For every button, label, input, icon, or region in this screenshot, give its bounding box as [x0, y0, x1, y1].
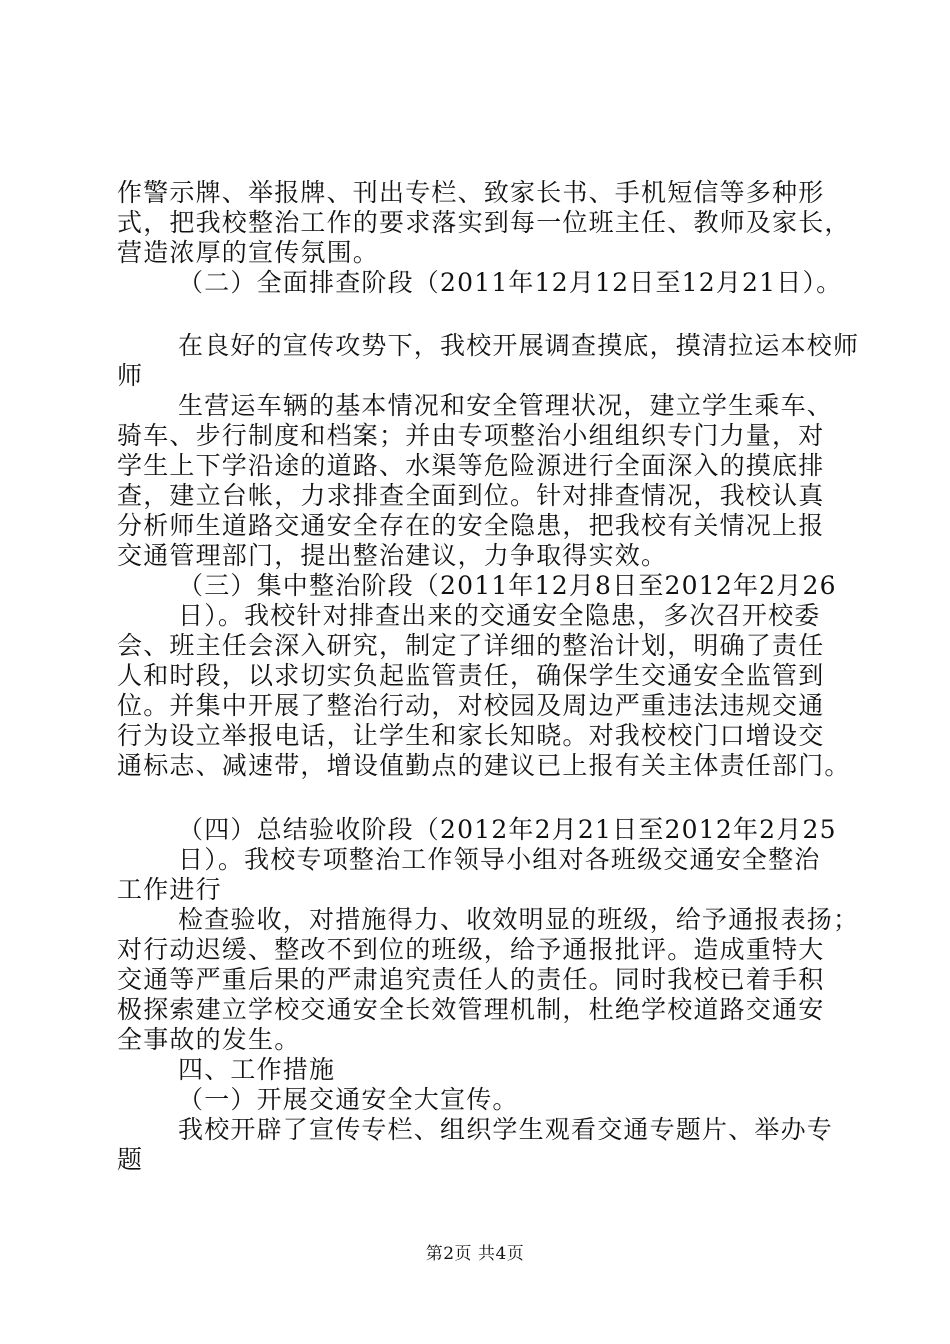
text-line: 骑车、步行制度和档案；并由专项整治小组组织专门力量，对: [117, 421, 825, 450]
section-heading: （一）开展交通安全大宣传。: [178, 1085, 519, 1114]
section-heading: 四、工作措施: [178, 1055, 336, 1084]
text-line: 作警示牌、举报牌、刊出专栏、致家长书、手机短信等多种形: [117, 178, 825, 207]
text-line: 分析师生道路交通安全存在的安全隐患，把我校有关情况上报: [117, 511, 825, 540]
text-line: 学生上下学沿途的道路、水渠等危险源进行全面深入的摸底排: [117, 451, 825, 480]
text-line: 行为设立举报电话，让学生和家长知晓。对我校校门口增设交: [117, 721, 825, 750]
text-line: 查，建立台帐，力求排查全面到位。针对排查情况，我校认真: [117, 481, 825, 510]
text-line: 式，把我校整治工作的要求落实到每一位班主任、教师及家长，: [117, 208, 851, 237]
text-line: 工作进行: [117, 875, 222, 904]
text-line: 交通管理部门，提出整治建议，力争取得实效。: [117, 541, 668, 570]
text-line: 检查验收，对措施得力、收效明显的班级，给予通报表扬；: [178, 905, 860, 934]
text-line: 会、班主任会深入研究，制定了详细的整治计划，明确了责任: [117, 631, 825, 660]
text-line: 在良好的宣传攻势下，我校开展调查摸底，摸清拉运本校师: [178, 331, 860, 360]
text-line: 极探索建立学校交通安全长效管理机制，杜绝学校道路交通安: [117, 995, 825, 1024]
text-line: 对行动迟缓、整改不到位的班级，给予通报批评。造成重特大: [117, 935, 825, 964]
text-line: 我校开辟了宣传专栏、组织学生观看交通专题片、举办专: [178, 1115, 834, 1144]
text-line: 全事故的发生。: [117, 1025, 301, 1054]
page-footer: 第2页 共4页: [425, 1244, 525, 1264]
section-heading: （二）全面排查阶段（2011年12月12日至12月21日）。: [178, 268, 843, 297]
text-line: 生营运车辆的基本情况和安全管理状况，建立学生乘车、: [178, 391, 834, 420]
section-heading: （四）总结验收阶段（2012年2月21日至2012年2月25: [178, 815, 837, 844]
text-line: 日）。我校专项整治工作领导小组对各班级交通安全整治: [178, 845, 821, 874]
text-line: 营造浓厚的宣传氛围。: [117, 238, 380, 267]
text-line: 人和时段，以求切实负起监管责任，确保学生交通安全监管到: [117, 661, 825, 690]
text-line: 题: [117, 1145, 144, 1174]
text-line: 日）。我校针对排查出来的交通安全隐患，多次召开校委: [178, 601, 821, 630]
text-line: 位。并集中开展了整治行动，对校园及周边严重违法违规交通: [117, 691, 825, 720]
text-line: 师: [117, 361, 144, 390]
text-line: 交通等严重后果的严肃追究责任人的责任。同时我校已着手积: [117, 965, 825, 994]
text-line: 通标志、减速带，增设值勤点的建议已上报有关主体责任部门。: [117, 751, 851, 780]
section-heading: （三）集中整治阶段（2011年12月8日至2012年2月26: [178, 571, 837, 600]
